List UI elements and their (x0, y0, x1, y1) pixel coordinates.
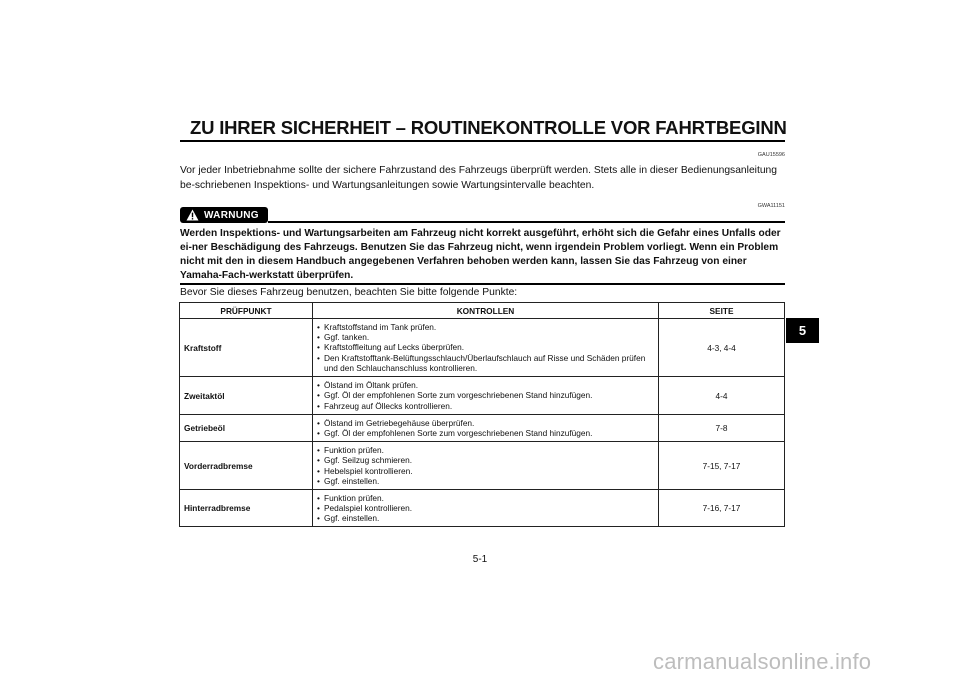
row-page: 7-8 (659, 415, 785, 442)
warning-rule (268, 221, 785, 223)
inspection-table (179, 302, 785, 527)
row-page: 7-16, 7-17 (659, 490, 785, 527)
check-item: • Funktion prüfen. (317, 445, 654, 455)
warning-triangle-icon (186, 209, 199, 221)
lead-text: Bevor Sie dieses Fahrzeug benutzen, beachten Sie bitte folgende Punkte: (180, 287, 518, 298)
check-item: • Funktion prüfen. (317, 493, 654, 503)
table-row (180, 377, 785, 415)
row-item: Getriebeöl (180, 415, 313, 442)
row-item: Hinterradbremse (180, 490, 313, 527)
row-item: Kraftstoff (180, 319, 313, 377)
check-item: • Kraftstoffleitung auf Lecks überprüfen. (317, 342, 654, 352)
table-row (180, 415, 785, 442)
warning-text: Werden Inspektions- und Wartungsarbeiten am Fahrzeug nicht korrekt ausgeführt, erhöht sich die Gefahr eines Unfalls oder ei-ner Beschädigung des Fahrzeugs. Benutzen Sie das Fahrzeug nicht, wenn irgendein Problem vorliegt. Wenn ein Problem nicht mit den in diesem Handbuch angegebenen Verfahren behoben werden kann, lassen Sie das Fahrzeug von einer Yamaha-Fach-werkstatt überprüfen. (180, 228, 781, 281)
section-code: GAU15596 (757, 152, 785, 158)
warning-bottom-rule (180, 283, 785, 285)
table-header-row (180, 303, 785, 319)
header-kontrollen: KONTROLLEN (313, 303, 659, 319)
check-item: • Ölstand im Getriebegehäuse überprüfen. (317, 418, 654, 428)
check-item: • Hebelspiel kontrollieren. (317, 466, 654, 476)
check-item: • Ggf. einstellen. (317, 476, 654, 486)
check-item: • Ggf. Öl der empfohlenen Sorte zum vorgeschriebenen Stand hinzufügen. (317, 390, 654, 400)
row-checks (313, 415, 659, 442)
row-page: 4-4 (659, 377, 785, 415)
row-checks (313, 442, 659, 490)
intro-paragraph: Vor jeder Inbetriebnahme sollte der sichere Fahrzustand des Fahrzeugs überprüft werden. Stets alle in dieser Bedienungsanleitung be-schriebenen Inspektions- und Wartungsanleitungen sowie Wartungsintervalle beachten. (180, 165, 778, 191)
check-item: • Den Kraftstofftank-Belüftungsschlauch/Überlaufschlauch auf Risse und Schäden prüfen und den Schlauchanschluss kontrollieren. (317, 353, 654, 374)
row-item: Vorderradbremse (180, 442, 313, 490)
page-number: 5-1 (472, 554, 488, 565)
check-item: • Ölstand im Öltank prüfen. (317, 380, 654, 390)
watermark: carmanualsonline.info (653, 649, 872, 674)
warning-badge (180, 207, 268, 223)
check-item: • Ggf. tanken. (317, 332, 654, 342)
header-pruefpunkt: PRÜFPUNKT (180, 303, 313, 319)
table-row (180, 490, 785, 527)
row-checks (313, 319, 659, 377)
title-rule (180, 140, 785, 142)
header-seite: SEITE (659, 303, 785, 319)
warning-code: GWA11151 (757, 203, 785, 209)
page-title: ZU IHRER SICHERHEIT – ROUTINEKONTROLLE VOR FAHRTBEGINN (190, 117, 787, 138)
check-item: • Ggf. Öl der empfohlenen Sorte zum vorgeschriebenen Stand hinzufügen. (317, 428, 654, 438)
check-item: • Ggf. einstellen. (317, 513, 654, 523)
check-item: • Fahrzeug auf Öllecks kontrollieren. (317, 401, 654, 411)
row-checks (313, 490, 659, 527)
table-row (180, 319, 785, 377)
chapter-tab: 5 (786, 318, 819, 343)
row-page: 7-15, 7-17 (659, 442, 785, 490)
check-item: • Ggf. Seilzug schmieren. (317, 455, 654, 465)
check-item: • Pedalspiel kontrollieren. (317, 503, 654, 513)
row-checks (313, 377, 659, 415)
check-item: • Kraftstoffstand im Tank prüfen. (317, 322, 654, 332)
row-page: 4-3, 4-4 (659, 319, 785, 377)
table-row (180, 442, 785, 490)
warning-label: WARNUNG (204, 209, 259, 221)
row-item: Zweitaktöl (180, 377, 313, 415)
